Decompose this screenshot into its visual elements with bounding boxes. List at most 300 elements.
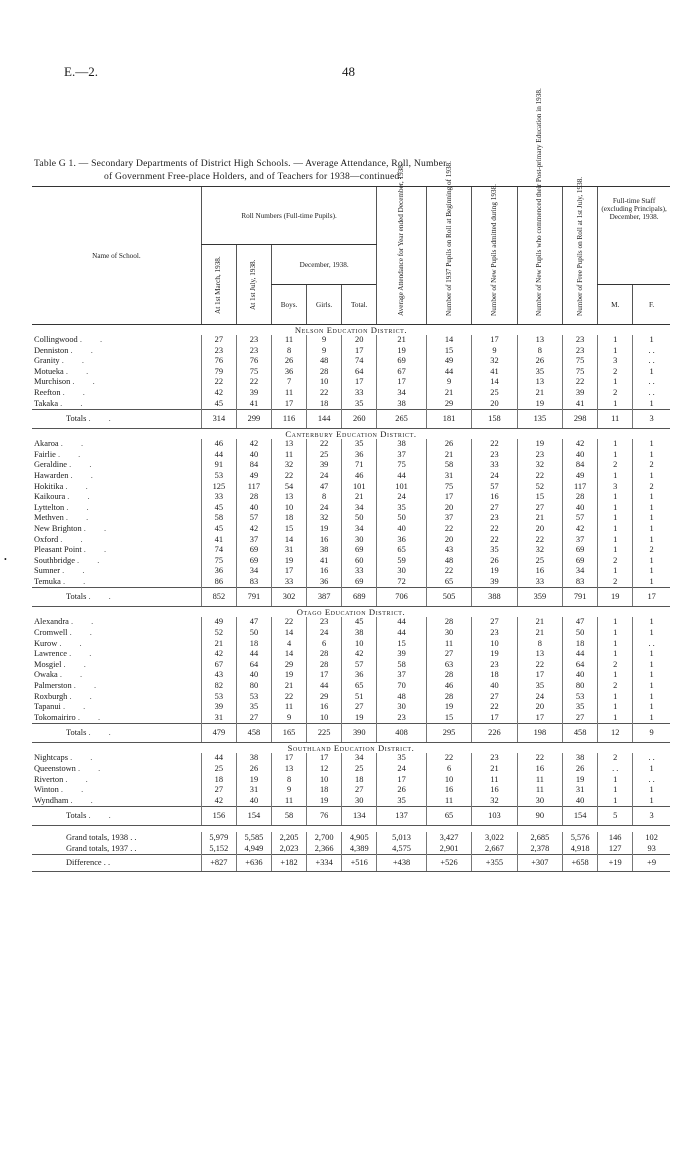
school-name-text: Tokomairiro [34, 712, 76, 722]
table-cell: 29 [307, 692, 342, 703]
report-code: E.—2. [64, 64, 98, 79]
leader-dots: . . [83, 523, 115, 533]
table-cell: 32 [472, 356, 517, 367]
table-row [32, 482, 670, 493]
totals-label-text: Totals [66, 592, 87, 602]
grand-total-cell: 2,378 [517, 843, 562, 855]
school-name-text: Kaikoura [34, 492, 66, 502]
table-cell: 19 [426, 702, 471, 713]
table-cell: 14 [271, 649, 306, 660]
school-name-text: Sumner [34, 566, 61, 576]
school-name [32, 660, 201, 671]
table-cell: 18 [201, 775, 236, 786]
title-line-2: of Government Free-place Holders, and of Teachers for 1938—continued. [104, 171, 403, 182]
totals-cell: 137 [377, 807, 427, 826]
table-cell: 22 [426, 524, 471, 535]
table-cell: 1 [633, 471, 670, 482]
table-cell: 50 [563, 628, 598, 639]
table-cell: 80 [563, 681, 598, 692]
table-cell: 22 [472, 439, 517, 450]
table-cell: 22 [472, 524, 517, 535]
table-cell: 17 [377, 775, 427, 786]
table-cell: 24 [307, 628, 342, 639]
table-cell: 11 [517, 775, 562, 786]
table-cell: 64 [236, 660, 271, 671]
table-cell: 22 [426, 753, 471, 764]
totals-cell: 852 [201, 588, 236, 607]
table-cell: 64 [342, 367, 377, 378]
table-cell: 69 [236, 556, 271, 567]
table-cell: 35 [236, 702, 271, 713]
table-cell: 53 [563, 692, 598, 703]
totals-cell: 479 [201, 724, 236, 743]
table-cell: 35 [377, 796, 427, 807]
table-row [32, 796, 670, 807]
table-cell: 1 [598, 796, 633, 807]
table-cell: 24 [307, 503, 342, 514]
table-cell: 1 [633, 566, 670, 577]
table-cell: 26 [236, 764, 271, 775]
totals-label [32, 588, 201, 607]
school-name [32, 566, 201, 577]
totals-cell: 58 [271, 807, 306, 826]
table-cell: 11 [271, 796, 306, 807]
school-name-text: Alexandra [34, 617, 69, 627]
totals-cell: 299 [236, 410, 271, 429]
table-cell: 33 [342, 566, 377, 577]
leader-dots: . . [73, 681, 105, 691]
table-cell: 17 [426, 492, 471, 503]
table-cell: 46 [201, 439, 236, 450]
table-cell: 41 [236, 399, 271, 410]
table-cell: 13 [271, 492, 306, 503]
school-name [32, 535, 201, 546]
table-cell: 20 [517, 524, 562, 535]
table-cell: 22 [517, 535, 562, 546]
section-row [32, 607, 670, 618]
table-cell: 14 [271, 535, 306, 546]
table-cell: 43 [201, 670, 236, 681]
table-cell: 58 [377, 660, 427, 671]
table-cell: 24 [307, 471, 342, 482]
table-row [32, 471, 670, 482]
table-cell: 75 [201, 556, 236, 567]
grand-total-cell: 3,022 [472, 832, 517, 843]
leader-dots: . . [62, 702, 94, 712]
table-cell: 14 [426, 335, 471, 346]
school-name-text: Queenstown [34, 764, 76, 773]
leader-dots: . . [60, 534, 91, 544]
table-row [32, 377, 670, 388]
table-cell: 1 [598, 377, 633, 388]
table-cell: 53 [236, 692, 271, 703]
table-cell: 29 [426, 399, 471, 410]
table-cell: 3 [598, 356, 633, 367]
header-staff-m: M. [598, 285, 633, 325]
table-row [32, 660, 670, 671]
table-cell: 35 [563, 702, 598, 713]
table-cell: 1 [633, 649, 670, 660]
header-girls: Girls. [307, 285, 342, 325]
school-name-text: Owaka [34, 670, 58, 680]
leader-dots: . . [77, 712, 109, 722]
table-cell: 19 [377, 346, 427, 357]
table-cell: 101 [342, 482, 377, 493]
table-cell: . . [633, 775, 670, 786]
table-cell: 1 [598, 471, 633, 482]
table-cell: 25 [201, 764, 236, 775]
table-cell: 46 [342, 471, 377, 482]
totals-cell: 3 [633, 807, 670, 826]
table-cell: 42 [563, 439, 598, 450]
table-cell: 16 [472, 492, 517, 503]
leader-dots: . . [69, 460, 100, 470]
difference-cell: +19 [598, 855, 633, 872]
leader-dots: . . [63, 659, 94, 669]
leader-dots: . . [77, 764, 109, 773]
table-cell: 23 [236, 335, 271, 346]
table-cell: 39 [377, 649, 427, 660]
table-cell: 2 [598, 460, 633, 471]
table-cell: 28 [426, 692, 471, 703]
totals-cell: 198 [517, 724, 562, 743]
table-cell: 65 [426, 577, 471, 588]
table-cell: 1 [598, 399, 633, 410]
school-name [32, 753, 201, 764]
school-name [32, 335, 201, 346]
table-cell: 1 [598, 713, 633, 724]
totals-row [32, 588, 670, 607]
table-cell: 30 [377, 566, 427, 577]
table-cell: 9 [426, 377, 471, 388]
grand-total-cell: 4,905 [342, 832, 377, 843]
table-cell: 21 [271, 681, 306, 692]
table-row [32, 692, 670, 703]
totals-cell: 134 [342, 807, 377, 826]
table-cell: 117 [563, 482, 598, 493]
difference-cell: +827 [201, 855, 236, 872]
table-row [32, 628, 670, 639]
table-cell: 44 [377, 628, 427, 639]
school-name-text: Denniston [34, 345, 69, 355]
table-cell: 1 [633, 367, 670, 378]
grand-total-cell: 2,901 [426, 843, 471, 855]
leader-dots: . . [69, 649, 100, 659]
table-cell: 30 [342, 796, 377, 807]
table-cell: 125 [201, 482, 236, 493]
table-cell: 19 [472, 649, 517, 660]
totals-label [32, 410, 201, 429]
table-cell: 1 [598, 335, 633, 346]
table-cell: 34 [377, 388, 427, 399]
grand-total-cell: 127 [598, 843, 633, 855]
table-cell: 9 [271, 713, 306, 724]
totals-cell: 116 [271, 410, 306, 429]
table-cell: 36 [342, 450, 377, 461]
totals-cell: 458 [236, 724, 271, 743]
table-cell: 16 [472, 785, 517, 796]
school-name [32, 346, 201, 357]
table-cell: 28 [307, 660, 342, 671]
table-cell: 31 [271, 545, 306, 556]
grand-total-label [32, 843, 201, 855]
table-cell: 1 [633, 785, 670, 796]
grand-total-cell: 2,667 [472, 843, 517, 855]
totals-cell: 505 [426, 588, 471, 607]
table-cell: . . [633, 753, 670, 764]
table-cell: 19 [271, 670, 306, 681]
table-cell: 11 [271, 335, 306, 346]
table-cell: 16 [307, 566, 342, 577]
grand-total-cell: 93 [633, 843, 670, 855]
table-cell: 26 [271, 356, 306, 367]
totals-cell: 689 [342, 588, 377, 607]
table-cell: 42 [201, 388, 236, 399]
leader-dots: . . [65, 481, 96, 491]
header-name-of-school: Name of School. [32, 187, 201, 325]
table-cell: 52 [201, 628, 236, 639]
table-cell: 44 [201, 450, 236, 461]
table-row [32, 702, 670, 713]
table-cell: 1 [633, 796, 670, 807]
table-cell: 42 [201, 649, 236, 660]
table-cell: 22 [236, 377, 271, 388]
table-cell: 27 [472, 617, 517, 628]
table-cell: 19 [271, 556, 306, 567]
table-cell: . . [633, 639, 670, 650]
table-cell: 44 [563, 649, 598, 660]
leader-dots: . . [70, 795, 101, 805]
table-cell: 37 [563, 535, 598, 546]
totals-cell: 19 [598, 588, 633, 607]
leader-dots: . . [59, 670, 91, 680]
table-cell: 28 [563, 492, 598, 503]
difference-cell: +307 [517, 855, 562, 872]
school-name [32, 556, 201, 567]
table-cell: 49 [426, 356, 471, 367]
grand-total-cell: 102 [633, 832, 670, 843]
school-name-text: Collingwood [34, 335, 78, 344]
table-row [32, 439, 670, 450]
totals-cell: 706 [377, 588, 427, 607]
leader-dots: . . [59, 638, 90, 648]
table-cell: 2 [598, 681, 633, 692]
table-cell: 37 [236, 535, 271, 546]
leader-dots: . . [60, 398, 91, 408]
school-name [32, 545, 201, 556]
difference-label-text: Difference [66, 858, 102, 868]
table-cell: 24 [377, 492, 427, 503]
table-cell: 10 [307, 775, 342, 786]
school-name [32, 775, 201, 786]
table-cell: 6 [307, 639, 342, 650]
table-cell: 1 [598, 492, 633, 503]
totals-cell: 154 [563, 807, 598, 826]
table-cell: 40 [236, 503, 271, 514]
totals-cell: 359 [517, 588, 562, 607]
table-cell: 26 [377, 785, 427, 796]
table-cell: 44 [377, 617, 427, 628]
table-cell: 22 [271, 692, 306, 703]
table-cell: 40 [236, 670, 271, 681]
table-cell: 41 [472, 367, 517, 378]
table-cell: 63 [426, 660, 471, 671]
table-cell: 1 [633, 450, 670, 461]
grand-total-cell: 5,979 [201, 832, 236, 843]
school-name-text: Granity [34, 356, 60, 366]
table-cell: 50 [342, 513, 377, 524]
table-cell: 17 [342, 377, 377, 388]
table-cell: 57 [563, 513, 598, 524]
leader-dots: . . [130, 844, 137, 854]
table-cell: 20 [517, 702, 562, 713]
table-cell: 34 [563, 566, 598, 577]
table-row [32, 577, 670, 588]
totals-cell: 5 [598, 807, 633, 826]
totals-cell: 9 [633, 724, 670, 743]
table-cell: 64 [563, 660, 598, 671]
table-cell: 33 [271, 577, 306, 588]
school-name [32, 628, 201, 639]
table-cell: 18 [236, 639, 271, 650]
table-cell: 10 [271, 503, 306, 514]
table-cell: 33 [472, 460, 517, 471]
table-cell: 22 [517, 753, 562, 764]
table-row [32, 775, 670, 786]
table-cell: 24 [472, 471, 517, 482]
totals-cell: 458 [563, 724, 598, 743]
table-cell: 31 [426, 471, 471, 482]
table-cell: 17 [307, 753, 342, 764]
school-name-text: Motueka [34, 366, 64, 376]
table-cell: . . [633, 377, 670, 388]
table-cell: 1 [598, 545, 633, 556]
grand-total-label-text: Grand totals, 1938 [66, 833, 129, 843]
table-cell: 26 [472, 556, 517, 567]
table-cell: 23 [472, 753, 517, 764]
table-cell: 44 [377, 471, 427, 482]
page-number: 48 [342, 64, 355, 79]
table-cell: 15 [426, 713, 471, 724]
table-cell: 59 [377, 556, 427, 567]
table-cell: 27 [201, 785, 236, 796]
school-name-text: Hawarden [34, 470, 69, 480]
leader-dots: . . [67, 492, 98, 502]
difference-cell: +516 [342, 855, 377, 872]
grand-total-cell: 5,013 [377, 832, 427, 843]
table-cell: 21 [517, 388, 562, 399]
difference-cell: +526 [426, 855, 471, 872]
totals-cell: 12 [598, 724, 633, 743]
table-cell: 21 [517, 513, 562, 524]
table-cell: 1 [633, 702, 670, 713]
grand-total-cell: 4,918 [563, 843, 598, 855]
table-row [32, 460, 670, 471]
table-cell: 17 [271, 753, 306, 764]
totals-cell: 295 [426, 724, 471, 743]
table-cell: 30 [426, 628, 471, 639]
header-post-primary: Number of New Pupils who commenced their Post-primary Education in 1938. [535, 87, 544, 316]
table-cell: 42 [236, 524, 271, 535]
grand-total-cell: 2,700 [307, 832, 342, 843]
table-cell: 74 [342, 356, 377, 367]
leader-dots: . . [57, 449, 89, 459]
table-cell: 27 [563, 713, 598, 724]
table-cell: 2 [633, 482, 670, 493]
grand-total-cell: 4,949 [236, 843, 271, 855]
table-cell: 16 [307, 702, 342, 713]
table-cell: 75 [563, 367, 598, 378]
table-cell: 1 [598, 692, 633, 703]
table-cell: 1 [633, 692, 670, 703]
grand-total-cell: 5,585 [236, 832, 271, 843]
totals-label-text: Totals [66, 728, 87, 738]
table-row [32, 492, 670, 503]
school-name-text: Oxford [34, 534, 59, 544]
table-cell: 1 [598, 513, 633, 524]
table-cell: 2 [633, 545, 670, 556]
leader-dots: . . [69, 691, 100, 701]
school-name [32, 796, 201, 807]
table-cell: 18 [307, 785, 342, 796]
totals-cell: 158 [472, 410, 517, 429]
table-cell: 60 [342, 556, 377, 567]
table-cell: 27 [517, 503, 562, 514]
school-name-text: Hokitika [34, 481, 64, 491]
grand-total-cell: 4,389 [342, 843, 377, 855]
table-row [32, 556, 670, 567]
table-cell: 57 [236, 513, 271, 524]
table-cell: 1 [633, 660, 670, 671]
table-cell: 82 [201, 681, 236, 692]
school-name [32, 471, 201, 482]
table-cell: 72 [377, 577, 427, 588]
leader-dots: . . [66, 502, 97, 512]
school-name-text: Palmerston [34, 681, 72, 691]
table-cell: 4 [271, 639, 306, 650]
table-cell: 25 [472, 388, 517, 399]
leader-dots: . . [61, 356, 92, 366]
leader-dots: . . [88, 592, 119, 602]
title-line-1: Table G 1. — Secondary Departments of District High Schools. — Average Attendance, Roll, Number [34, 158, 447, 169]
table-row [32, 535, 670, 546]
totals-cell: 302 [271, 588, 306, 607]
totals-cell: 154 [236, 807, 271, 826]
table-cell: 70 [377, 681, 427, 692]
difference-label [32, 855, 201, 872]
table-cell: 16 [426, 785, 471, 796]
table-cell: 1 [598, 617, 633, 628]
table-cell: 32 [517, 460, 562, 471]
school-name-text: Southbridge [34, 555, 75, 565]
table-cell: 22 [271, 617, 306, 628]
table-cell: 44 [236, 649, 271, 660]
table-cell: 8 [517, 639, 562, 650]
table-cell: 1 [598, 566, 633, 577]
table-cell: 38 [342, 628, 377, 639]
school-name [32, 617, 201, 628]
school-name-text: Winton [34, 785, 59, 795]
leader-dots: . . [70, 753, 101, 763]
table-cell: 1 [633, 535, 670, 546]
table-cell: 1 [633, 524, 670, 535]
grand-total-cell: 2,366 [307, 843, 342, 855]
leader-dots: . . [72, 377, 103, 387]
leader-dots: . . [103, 858, 111, 868]
table-cell: . . [598, 764, 633, 775]
table-cell: 35 [472, 545, 517, 556]
table-cell: 32 [472, 796, 517, 807]
